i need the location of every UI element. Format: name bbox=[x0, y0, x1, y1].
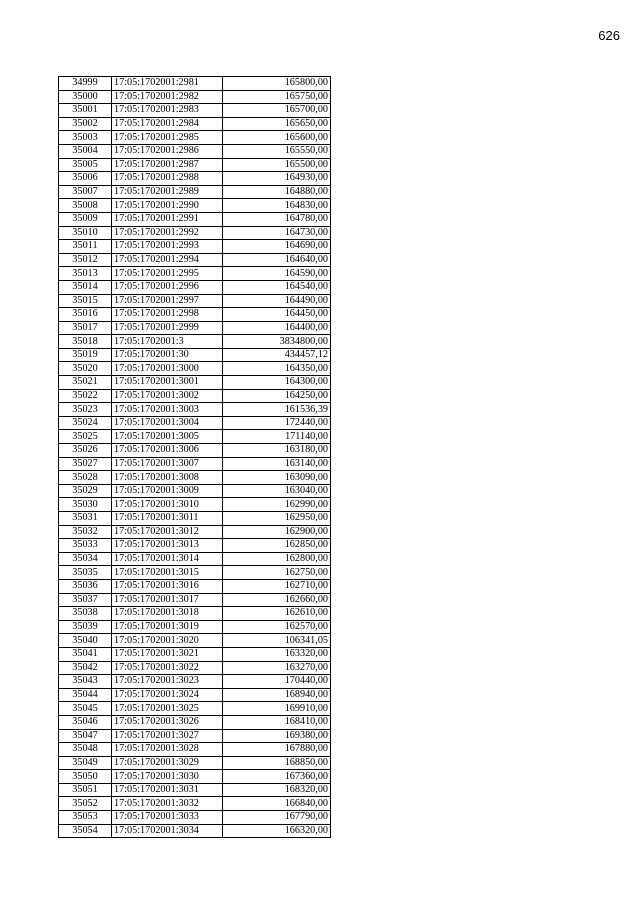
cadastral-number-cell: 17:05:1702001:3010 bbox=[112, 498, 223, 512]
row-number-cell: 35000 bbox=[59, 90, 112, 104]
table-row bbox=[59, 457, 331, 471]
row-number-cell: 35041 bbox=[59, 647, 112, 661]
value-cell: 165800,00 bbox=[223, 77, 331, 91]
table-row bbox=[59, 593, 331, 607]
cadastral-number-cell: 17:05:1702001:2984 bbox=[112, 117, 223, 131]
table-row bbox=[59, 688, 331, 702]
row-number-cell: 35045 bbox=[59, 702, 112, 716]
cadastral-number-cell: 17:05:1702001:2999 bbox=[112, 321, 223, 335]
row-number-cell: 35027 bbox=[59, 457, 112, 471]
value-cell: 169380,00 bbox=[223, 729, 331, 743]
row-number-cell: 35010 bbox=[59, 226, 112, 240]
row-number-cell: 35034 bbox=[59, 552, 112, 566]
cadastral-number-cell: 17:05:1702001:2985 bbox=[112, 131, 223, 145]
row-number-cell: 35018 bbox=[59, 335, 112, 349]
cadastral-number-cell: 17:05:1702001:2997 bbox=[112, 294, 223, 308]
cadastral-number-cell: 17:05:1702001:3021 bbox=[112, 647, 223, 661]
cadastral-number-cell: 17:05:1702001:3013 bbox=[112, 539, 223, 553]
row-number-cell: 35035 bbox=[59, 566, 112, 580]
table-row bbox=[59, 783, 331, 797]
value-cell: 164490,00 bbox=[223, 294, 331, 308]
cadastral-number-cell: 17:05:1702001:3030 bbox=[112, 770, 223, 784]
table-row bbox=[59, 743, 331, 757]
table-row bbox=[59, 566, 331, 580]
row-number-cell: 35038 bbox=[59, 607, 112, 621]
row-number-cell: 35021 bbox=[59, 376, 112, 390]
row-number-cell: 35052 bbox=[59, 797, 112, 811]
value-cell: 161536,39 bbox=[223, 403, 331, 417]
cadastral-number-cell: 17:05:1702001:3022 bbox=[112, 661, 223, 675]
value-cell: 163320,00 bbox=[223, 647, 331, 661]
row-number-cell: 35040 bbox=[59, 634, 112, 648]
value-cell: 163090,00 bbox=[223, 471, 331, 485]
cadastral-number-cell: 17:05:1702001:3000 bbox=[112, 362, 223, 376]
table-row bbox=[59, 212, 331, 226]
cadastral-number-cell: 17:05:1702001:3031 bbox=[112, 783, 223, 797]
cadastral-number-cell: 17:05:1702001:2987 bbox=[112, 158, 223, 172]
row-number-cell: 35054 bbox=[59, 824, 112, 838]
row-number-cell: 35025 bbox=[59, 430, 112, 444]
cadastral-number-cell: 17:05:1702001:3005 bbox=[112, 430, 223, 444]
table-row bbox=[59, 756, 331, 770]
table-row bbox=[59, 172, 331, 186]
row-number-cell: 35043 bbox=[59, 675, 112, 689]
row-number-cell: 35015 bbox=[59, 294, 112, 308]
cadastral-number-cell: 17:05:1702001:3006 bbox=[112, 444, 223, 458]
cadastral-number-cell: 17:05:1702001:2988 bbox=[112, 172, 223, 186]
cadastral-number-cell: 17:05:1702001:3018 bbox=[112, 607, 223, 621]
row-number-cell: 35020 bbox=[59, 362, 112, 376]
cadastral-number-cell: 17:05:1702001:3020 bbox=[112, 634, 223, 648]
row-number-cell: 35032 bbox=[59, 525, 112, 539]
value-cell: 164930,00 bbox=[223, 172, 331, 186]
value-cell: 164830,00 bbox=[223, 199, 331, 213]
row-number-cell: 35013 bbox=[59, 267, 112, 281]
value-cell: 168320,00 bbox=[223, 783, 331, 797]
table-row bbox=[59, 634, 331, 648]
value-cell: 162990,00 bbox=[223, 498, 331, 512]
value-cell: 162570,00 bbox=[223, 620, 331, 634]
row-number-cell: 35017 bbox=[59, 321, 112, 335]
cadastral-number-cell: 17:05:1702001:3003 bbox=[112, 403, 223, 417]
row-number-cell: 35049 bbox=[59, 756, 112, 770]
table-row bbox=[59, 376, 331, 390]
cadastral-number-cell: 17:05:1702001:3025 bbox=[112, 702, 223, 716]
cadastral-number-cell: 17:05:1702001:3014 bbox=[112, 552, 223, 566]
table-row bbox=[59, 675, 331, 689]
cadastral-number-cell: 17:05:1702001:2991 bbox=[112, 212, 223, 226]
cadastral-number-cell: 17:05:1702001:3019 bbox=[112, 620, 223, 634]
value-cell: 170440,00 bbox=[223, 675, 331, 689]
cadastral-number-cell: 17:05:1702001:3 bbox=[112, 335, 223, 349]
row-number-cell: 34999 bbox=[59, 77, 112, 91]
value-cell: 166840,00 bbox=[223, 797, 331, 811]
cadastral-number-cell: 17:05:1702001:2989 bbox=[112, 185, 223, 199]
table-row bbox=[59, 430, 331, 444]
value-cell: 164640,00 bbox=[223, 253, 331, 267]
row-number-cell: 35016 bbox=[59, 308, 112, 322]
value-cell: 168850,00 bbox=[223, 756, 331, 770]
row-number-cell: 35053 bbox=[59, 811, 112, 825]
row-number-cell: 35019 bbox=[59, 348, 112, 362]
table-row bbox=[59, 240, 331, 254]
value-cell: 171140,00 bbox=[223, 430, 331, 444]
value-cell: 164780,00 bbox=[223, 212, 331, 226]
value-cell: 168410,00 bbox=[223, 715, 331, 729]
value-cell: 3834800,00 bbox=[223, 335, 331, 349]
value-cell: 162750,00 bbox=[223, 566, 331, 580]
table-row bbox=[59, 280, 331, 294]
value-cell: 164880,00 bbox=[223, 185, 331, 199]
value-cell: 163270,00 bbox=[223, 661, 331, 675]
table-row bbox=[59, 729, 331, 743]
value-cell: 106341,05 bbox=[223, 634, 331, 648]
table-row bbox=[59, 416, 331, 430]
row-number-cell: 35048 bbox=[59, 743, 112, 757]
row-number-cell: 35023 bbox=[59, 403, 112, 417]
value-cell: 165700,00 bbox=[223, 104, 331, 118]
cadastral-number-cell: 17:05:1702001:3024 bbox=[112, 688, 223, 702]
value-cell: 165750,00 bbox=[223, 90, 331, 104]
table-row bbox=[59, 117, 331, 131]
table-row bbox=[59, 512, 331, 526]
value-cell: 162660,00 bbox=[223, 593, 331, 607]
row-number-cell: 35044 bbox=[59, 688, 112, 702]
value-cell: 162900,00 bbox=[223, 525, 331, 539]
cadastral-number-cell: 17:05:1702001:3023 bbox=[112, 675, 223, 689]
row-number-cell: 35012 bbox=[59, 253, 112, 267]
table-row bbox=[59, 498, 331, 512]
row-number-cell: 35039 bbox=[59, 620, 112, 634]
table-row bbox=[59, 797, 331, 811]
value-cell: 165650,00 bbox=[223, 117, 331, 131]
cadastral-number-cell: 17:05:1702001:3016 bbox=[112, 579, 223, 593]
value-cell: 172440,00 bbox=[223, 416, 331, 430]
table-row bbox=[59, 335, 331, 349]
value-cell: 166320,00 bbox=[223, 824, 331, 838]
cadastral-number-cell: 17:05:1702001:2996 bbox=[112, 280, 223, 294]
cadastral-number-cell: 17:05:1702001:3015 bbox=[112, 566, 223, 580]
row-number-cell: 35030 bbox=[59, 498, 112, 512]
row-number-cell: 35051 bbox=[59, 783, 112, 797]
value-cell: 168940,00 bbox=[223, 688, 331, 702]
cadastral-number-cell: 17:05:1702001:3033 bbox=[112, 811, 223, 825]
row-number-cell: 35011 bbox=[59, 240, 112, 254]
cadastral-number-cell: 17:05:1702001:3008 bbox=[112, 471, 223, 485]
table-row bbox=[59, 525, 331, 539]
row-number-cell: 35001 bbox=[59, 104, 112, 118]
table-row bbox=[59, 90, 331, 104]
table-row bbox=[59, 539, 331, 553]
cadastral-number-cell: 17:05:1702001:3007 bbox=[112, 457, 223, 471]
row-number-cell: 35029 bbox=[59, 484, 112, 498]
value-cell: 164450,00 bbox=[223, 308, 331, 322]
row-number-cell: 35042 bbox=[59, 661, 112, 675]
cadastral-number-cell: 17:05:1702001:3009 bbox=[112, 484, 223, 498]
table-row bbox=[59, 131, 331, 145]
row-number-cell: 35009 bbox=[59, 212, 112, 226]
cadastral-number-cell: 17:05:1702001:2992 bbox=[112, 226, 223, 240]
table-row bbox=[59, 226, 331, 240]
cadastral-number-cell: 17:05:1702001:3028 bbox=[112, 743, 223, 757]
table-row bbox=[59, 471, 331, 485]
table-row bbox=[59, 824, 331, 838]
table-row bbox=[59, 715, 331, 729]
table-row bbox=[59, 444, 331, 458]
value-cell: 164540,00 bbox=[223, 280, 331, 294]
table-row bbox=[59, 770, 331, 784]
table-row bbox=[59, 620, 331, 634]
table-row bbox=[59, 579, 331, 593]
table-row bbox=[59, 702, 331, 716]
value-cell: 162710,00 bbox=[223, 579, 331, 593]
table-row bbox=[59, 607, 331, 621]
value-cell: 164590,00 bbox=[223, 267, 331, 281]
cadastral-number-cell: 17:05:1702001:3032 bbox=[112, 797, 223, 811]
row-number-cell: 35003 bbox=[59, 131, 112, 145]
cadastral-number-cell: 17:05:1702001:2995 bbox=[112, 267, 223, 281]
cadastral-number-cell: 17:05:1702001:3004 bbox=[112, 416, 223, 430]
table-row bbox=[59, 104, 331, 118]
cadastral-number-cell: 17:05:1702001:2986 bbox=[112, 144, 223, 158]
row-number-cell: 35002 bbox=[59, 117, 112, 131]
row-number-cell: 35004 bbox=[59, 144, 112, 158]
table-row bbox=[59, 294, 331, 308]
row-number-cell: 35046 bbox=[59, 715, 112, 729]
value-cell: 164400,00 bbox=[223, 321, 331, 335]
table-row bbox=[59, 321, 331, 335]
row-number-cell: 35008 bbox=[59, 199, 112, 213]
value-cell: 169910,00 bbox=[223, 702, 331, 716]
row-number-cell: 35028 bbox=[59, 471, 112, 485]
value-cell: 164250,00 bbox=[223, 389, 331, 403]
table-row bbox=[59, 811, 331, 825]
table-row bbox=[59, 199, 331, 213]
cadastral-number-cell: 17:05:1702001:30 bbox=[112, 348, 223, 362]
table-row bbox=[59, 647, 331, 661]
value-cell: 164300,00 bbox=[223, 376, 331, 390]
row-number-cell: 35005 bbox=[59, 158, 112, 172]
cadastral-number-cell: 17:05:1702001:3034 bbox=[112, 824, 223, 838]
value-cell: 162800,00 bbox=[223, 552, 331, 566]
row-number-cell: 35007 bbox=[59, 185, 112, 199]
table-row bbox=[59, 362, 331, 376]
table-row bbox=[59, 77, 331, 91]
cadastral-number-cell: 17:05:1702001:3002 bbox=[112, 389, 223, 403]
page-number: 626 bbox=[598, 28, 620, 43]
data-table bbox=[58, 76, 331, 838]
cadastral-number-cell: 17:05:1702001:3017 bbox=[112, 593, 223, 607]
cadastral-number-cell: 17:05:1702001:3029 bbox=[112, 756, 223, 770]
cadastral-number-cell: 17:05:1702001:3012 bbox=[112, 525, 223, 539]
value-cell: 164730,00 bbox=[223, 226, 331, 240]
cadastral-number-cell: 17:05:1702001:2982 bbox=[112, 90, 223, 104]
table-row bbox=[59, 552, 331, 566]
row-number-cell: 35047 bbox=[59, 729, 112, 743]
cadastral-number-cell: 17:05:1702001:3027 bbox=[112, 729, 223, 743]
table-row bbox=[59, 185, 331, 199]
table-row bbox=[59, 661, 331, 675]
value-cell: 162950,00 bbox=[223, 512, 331, 526]
value-cell: 162850,00 bbox=[223, 539, 331, 553]
value-cell: 167360,00 bbox=[223, 770, 331, 784]
cadastral-number-cell: 17:05:1702001:3011 bbox=[112, 512, 223, 526]
value-cell: 163140,00 bbox=[223, 457, 331, 471]
table-row bbox=[59, 484, 331, 498]
cadastral-number-cell: 17:05:1702001:2998 bbox=[112, 308, 223, 322]
row-number-cell: 35037 bbox=[59, 593, 112, 607]
table-body bbox=[59, 77, 331, 838]
cadastral-number-cell: 17:05:1702001:3026 bbox=[112, 715, 223, 729]
value-cell: 167880,00 bbox=[223, 743, 331, 757]
row-number-cell: 35014 bbox=[59, 280, 112, 294]
table-row bbox=[59, 348, 331, 362]
value-cell: 167790,00 bbox=[223, 811, 331, 825]
table-row bbox=[59, 308, 331, 322]
value-cell: 165500,00 bbox=[223, 158, 331, 172]
table-row bbox=[59, 158, 331, 172]
table-row bbox=[59, 144, 331, 158]
value-cell: 162610,00 bbox=[223, 607, 331, 621]
value-cell: 163040,00 bbox=[223, 484, 331, 498]
cadastral-number-cell: 17:05:1702001:2994 bbox=[112, 253, 223, 267]
row-number-cell: 35031 bbox=[59, 512, 112, 526]
cadastral-number-cell: 17:05:1702001:2981 bbox=[112, 77, 223, 91]
cadastral-number-cell: 17:05:1702001:2983 bbox=[112, 104, 223, 118]
table-row bbox=[59, 403, 331, 417]
row-number-cell: 35022 bbox=[59, 389, 112, 403]
row-number-cell: 35006 bbox=[59, 172, 112, 186]
cadastral-number-cell: 17:05:1702001:2993 bbox=[112, 240, 223, 254]
table-row bbox=[59, 267, 331, 281]
row-number-cell: 35024 bbox=[59, 416, 112, 430]
value-cell: 434457,12 bbox=[223, 348, 331, 362]
row-number-cell: 35026 bbox=[59, 444, 112, 458]
value-cell: 164690,00 bbox=[223, 240, 331, 254]
value-cell: 164350,00 bbox=[223, 362, 331, 376]
row-number-cell: 35036 bbox=[59, 579, 112, 593]
table-row bbox=[59, 389, 331, 403]
row-number-cell: 35033 bbox=[59, 539, 112, 553]
value-cell: 163180,00 bbox=[223, 444, 331, 458]
cadastral-number-cell: 17:05:1702001:3001 bbox=[112, 376, 223, 390]
row-number-cell: 35050 bbox=[59, 770, 112, 784]
cadastral-number-cell: 17:05:1702001:2990 bbox=[112, 199, 223, 213]
value-cell: 165550,00 bbox=[223, 144, 331, 158]
table-row bbox=[59, 253, 331, 267]
value-cell: 165600,00 bbox=[223, 131, 331, 145]
